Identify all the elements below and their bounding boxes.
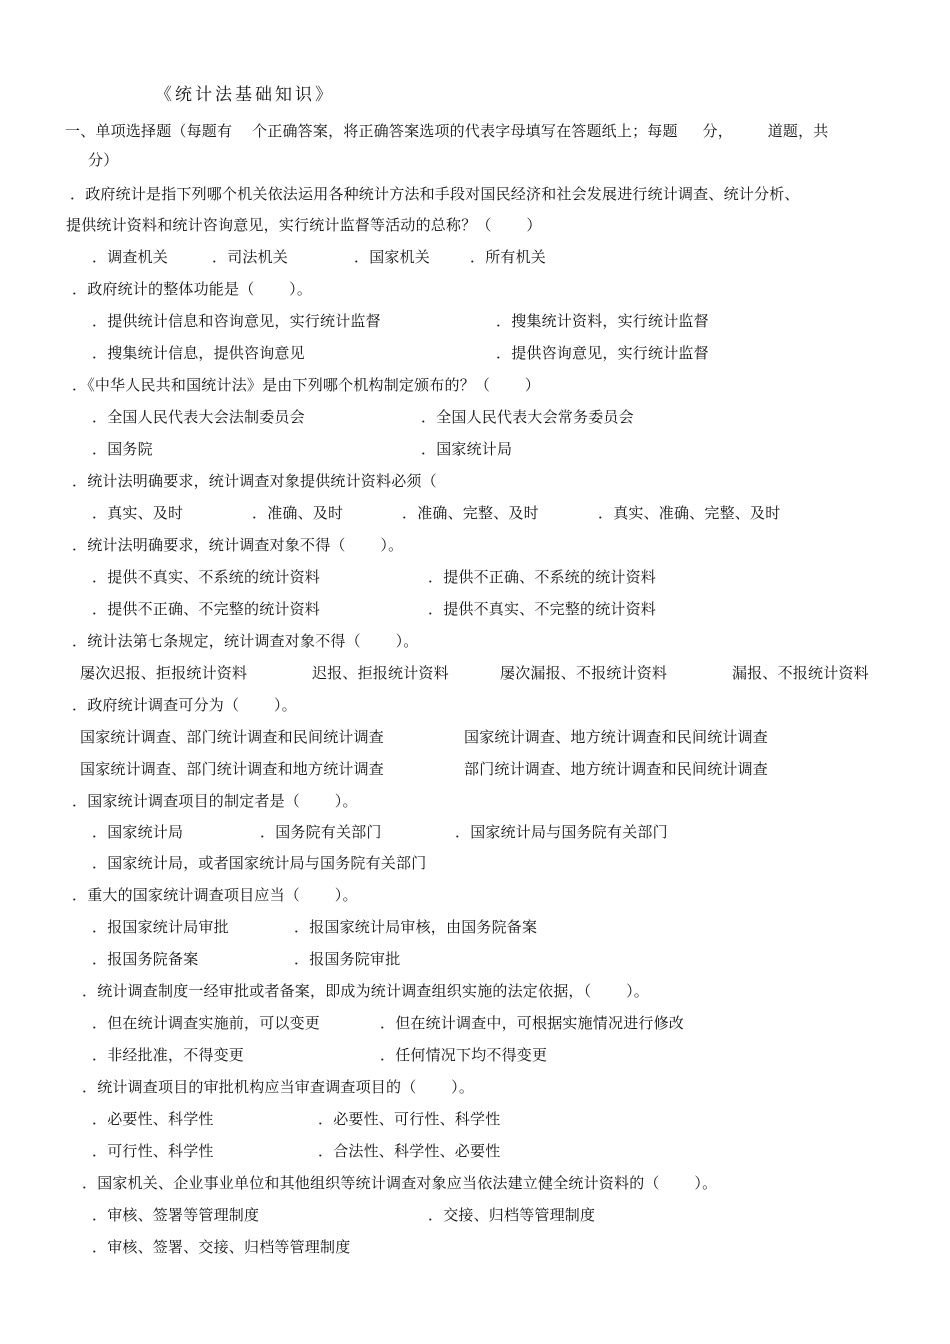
question-3-option-d: ．国家统计局 — [421, 440, 513, 458]
doc-title: 《统计法基础知识》 — [155, 85, 335, 105]
question-12-option-a: ．审核、签署等管理制度 — [92, 1206, 260, 1224]
question-5-option-c: ．提供不正确、不完整的统计资料 — [92, 600, 321, 618]
section-heading-cont: 分） — [88, 151, 119, 169]
question-11-option-a: ．必要性、科学性 — [92, 1110, 214, 1128]
question-7-option-c: 国家统计调查、部门统计调查和地方统计调查 — [80, 760, 385, 778]
question-4-stem: ．统计法明确要求，统计调查对象提供统计资料必须（ — [72, 472, 437, 490]
question-4-option-b: ．准确、及时 — [252, 504, 344, 522]
question-1-stem-cont: 提供统计资料和统计咨询意见，实行统计监督等活动的总称？（ ） — [66, 216, 542, 234]
question-6-option-c: 屡次漏报、不报统计资料 — [500, 664, 668, 682]
question-1-option-b: ．司法机关 — [212, 248, 289, 266]
question-3-option-b: ．全国人民代表大会常务委员会 — [421, 408, 634, 426]
question-1-stem: ．政府统计是指下列哪个机关依法运用各种统计方法和手段对国民经济和社会发展进行统计调查、统计分析、 — [70, 185, 800, 203]
question-9-stem: ．重大的国家统计调查项目应当（ ）。 — [72, 886, 358, 904]
question-1-option-d: ．所有机关 — [470, 248, 547, 266]
question-3-option-a: ．全国人民代表大会法制委员会 — [92, 408, 305, 426]
question-2-option-c: ．搜集统计信息，提供咨询意见 — [92, 344, 305, 362]
question-8-option-b: ．国务院有关部门 — [260, 823, 382, 841]
question-2-option-d: ．提供咨询意见，实行统计监督 — [496, 344, 709, 362]
question-5-option-a: ．提供不真实、不系统的统计资料 — [92, 568, 321, 586]
question-7-stem: ．政府统计调查可分为（ ）。 — [72, 696, 297, 714]
question-9-option-d: ．报国务院审批 — [294, 950, 401, 968]
question-2-option-b: ．搜集统计资料，实行统计监督 — [496, 312, 709, 330]
question-2-stem: ．政府统计的整体功能是（ ）。 — [72, 280, 313, 298]
question-10-option-c: ．非经批准，不得变更 — [92, 1046, 245, 1064]
question-6-stem: ．统计法第七条规定，统计调查对象不得（ ）。 — [72, 632, 419, 650]
question-6-option-d: 漏报、不报统计资料 — [732, 664, 869, 682]
question-5-stem: ．统计法明确要求，统计调查对象不得（ ）。 — [72, 536, 404, 554]
question-4-option-a: ．真实、及时 — [92, 504, 184, 522]
question-9-option-c: ．报国务院备案 — [92, 950, 199, 968]
question-11-option-c: ．可行性、科学性 — [92, 1142, 214, 1160]
question-10-option-a: ．但在统计调查实施前，可以变更 — [92, 1014, 321, 1032]
question-10-stem: ．统计调查制度一经审批或者备案，即成为统计调查组织实施的法定依据，（ ）。 — [82, 982, 649, 1000]
question-11-option-d: ．合法性、科学性、必要性 — [318, 1142, 501, 1160]
question-4-option-d: ．真实、准确、完整、及时 — [598, 504, 781, 522]
question-8-stem: ．国家统计调查项目的制定者是（ ）。 — [72, 792, 358, 810]
question-3-stem: ．《中华人民共和国统计法》是由下列哪个机构制定颁布的？（ ） — [72, 376, 541, 394]
question-11-stem: ．统计调查项目的审批机构应当审查调查项目的（ ）。 — [82, 1078, 475, 1096]
question-1-option-a: ．调查机关 — [92, 248, 169, 266]
question-9-option-b: ．报国家统计局审核，由国务院备案 — [294, 918, 538, 936]
question-8-option-a: ．国家统计局 — [92, 823, 184, 841]
question-12-stem: ．国家机关、企业事业单位和其他组织等统计调查对象应当依法建立健全统计资料的（ ）。 — [82, 1174, 718, 1192]
question-8-option-c: ．国家统计局与国务院有关部门 — [455, 823, 668, 841]
question-1-option-c: ．国家机关 — [354, 248, 431, 266]
question-3-option-c: ．国务院 — [92, 440, 153, 458]
question-5-option-d: ．提供不真实、不完整的统计资料 — [428, 600, 657, 618]
question-9-option-a: ．报国家统计局审批 — [92, 918, 229, 936]
question-7-option-d: 部门统计调查、地方统计调查和民间统计调查 — [464, 760, 769, 778]
question-5-option-b: ．提供不正确、不系统的统计资料 — [428, 568, 657, 586]
section-heading: 一、单项选择题（每题有 个正确答案，将正确答案选项的代表字母填写在答题纸上；每题 分， 道题，共 — [65, 122, 829, 140]
question-2-option-a: ．提供统计信息和咨询意见，实行统计监督 — [92, 312, 381, 330]
question-6-option-a: 屡次迟报、拒报统计资料 — [80, 664, 248, 682]
question-7-option-a: 国家统计调查、部门统计调查和民间统计调查 — [80, 728, 385, 746]
question-12-option-b: ．交接、归档等管理制度 — [428, 1206, 596, 1224]
question-10-option-d: ．任何情况下均不得变更 — [380, 1046, 548, 1064]
question-8-option-d: ．国家统计局，或者国家统计局与国务院有关部门 — [92, 854, 427, 872]
question-10-option-b: ．但在统计调查中，可根据实施情况进行修改 — [380, 1014, 685, 1032]
question-7-option-b: 国家统计调查、地方统计调查和民间统计调查 — [464, 728, 769, 746]
question-12-option-c: ．审核、签署、交接、归档等管理制度 — [92, 1238, 351, 1256]
question-11-option-b: ．必要性、可行性、科学性 — [318, 1110, 501, 1128]
question-4-option-c: ．准确、完整、及时 — [402, 504, 539, 522]
question-6-option-b: 迟报、拒报统计资料 — [312, 664, 449, 682]
